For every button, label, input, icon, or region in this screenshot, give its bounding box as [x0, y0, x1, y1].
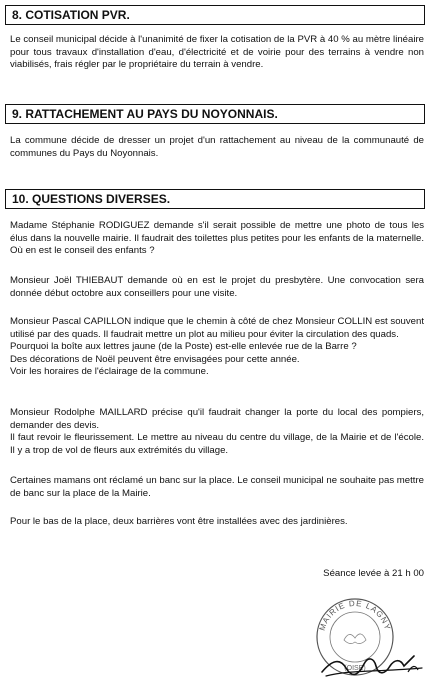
- paragraph-text: Madame Stéphanie RODIGUEZ demande s'il serait possible de mettre une photo de tous les élus dans la nouvelle mairie. Il faudrait des toilettes plus petites pour les enfants de la maternelle. Où en est le conseil des enfants ?: [10, 220, 424, 257]
- paragraph-text: La commune décide de dresser un projet d'un rattachement au niveau de la communauté de communes du Pays du Noyonnais.: [10, 135, 424, 159]
- section-10-paragraph-4: [10, 407, 424, 457]
- section-8-title: 8. COTISATION PVR.: [5, 5, 425, 25]
- svg-text:(OISE): (OISE): [344, 665, 366, 672]
- paragraph-text: Monsieur Joël THIEBAUT demande où en est le projet du presbytère. Une convocation sera donnée début octobre aux conseillers pour une visite.: [10, 275, 424, 299]
- paragraph-text: Voir les horaires de l'éclairage de la commune.: [10, 366, 209, 378]
- paragraph-text: Certaines mamans ont réclamé un banc sur la place. Le conseil municipal ne souhaite pas mettre de banc sur la place de la Mairie.: [10, 475, 424, 499]
- svg-text:MAIRIE DE LAGNY: MAIRIE DE LAGNY: [317, 598, 393, 632]
- section-10-title: 10. QUESTIONS DIVERSES.: [5, 189, 425, 209]
- paragraph-text: Pour le bas de la place, deux barrières vont être installées avec des jardinières.: [10, 516, 348, 527]
- section-10-paragraph-6: [10, 516, 424, 529]
- section-9-title: 9. RATTACHEMENT AU PAYS DU NOYONNAIS.: [5, 104, 425, 124]
- paragraph-text: Des décorations de Noël peuvent être envisagées pour cette année.: [10, 353, 300, 365]
- section-10-paragraph-2: [10, 275, 424, 300]
- paragraph-text: Il faut revoir le fleurissement. Le mettre au niveau du centre du village, de la Mairie et de l'école. Il y a trop de vol de fleurs aux extrémités du village.: [10, 432, 424, 456]
- section-8-paragraph: [10, 34, 424, 72]
- section-9-paragraph: [10, 135, 424, 160]
- section-10-paragraph-3: [10, 316, 424, 379]
- meeting-closing: Séance levée à 21 h 00: [323, 568, 424, 579]
- signature: [318, 646, 428, 682]
- section-10-paragraph-5: [10, 475, 424, 500]
- paragraph-text: Pourquoi la boîte aux lettres jaune (de la Poste) est-elle enlevée rue de la Barre ?: [10, 341, 357, 353]
- paragraph-text: Monsieur Pascal CAPILLON indique que le chemin à côté de chez Monsieur COLLIN est souvent utilisé par des quads. Il faudrait mettre un plot au milieu pour éviter la circulation des quads.: [10, 316, 424, 340]
- paragraph-text: Monsieur Rodolphe MAILLARD précise qu'il faudrait changer la porte du local des pompiers, demander des devis.: [10, 407, 424, 431]
- paragraph-text: Le conseil municipal décide à l'unanimité de fixer la cotisation de la PVR à 40 % au mètre linéaire pour tous travaux d'installation d'eau, d'électricité et de voirie pour des terrains à vendre non viabilisés, frais régler par le propriétaire du terrain à vendre.: [10, 34, 424, 71]
- section-10-paragraph-1: [10, 220, 424, 258]
